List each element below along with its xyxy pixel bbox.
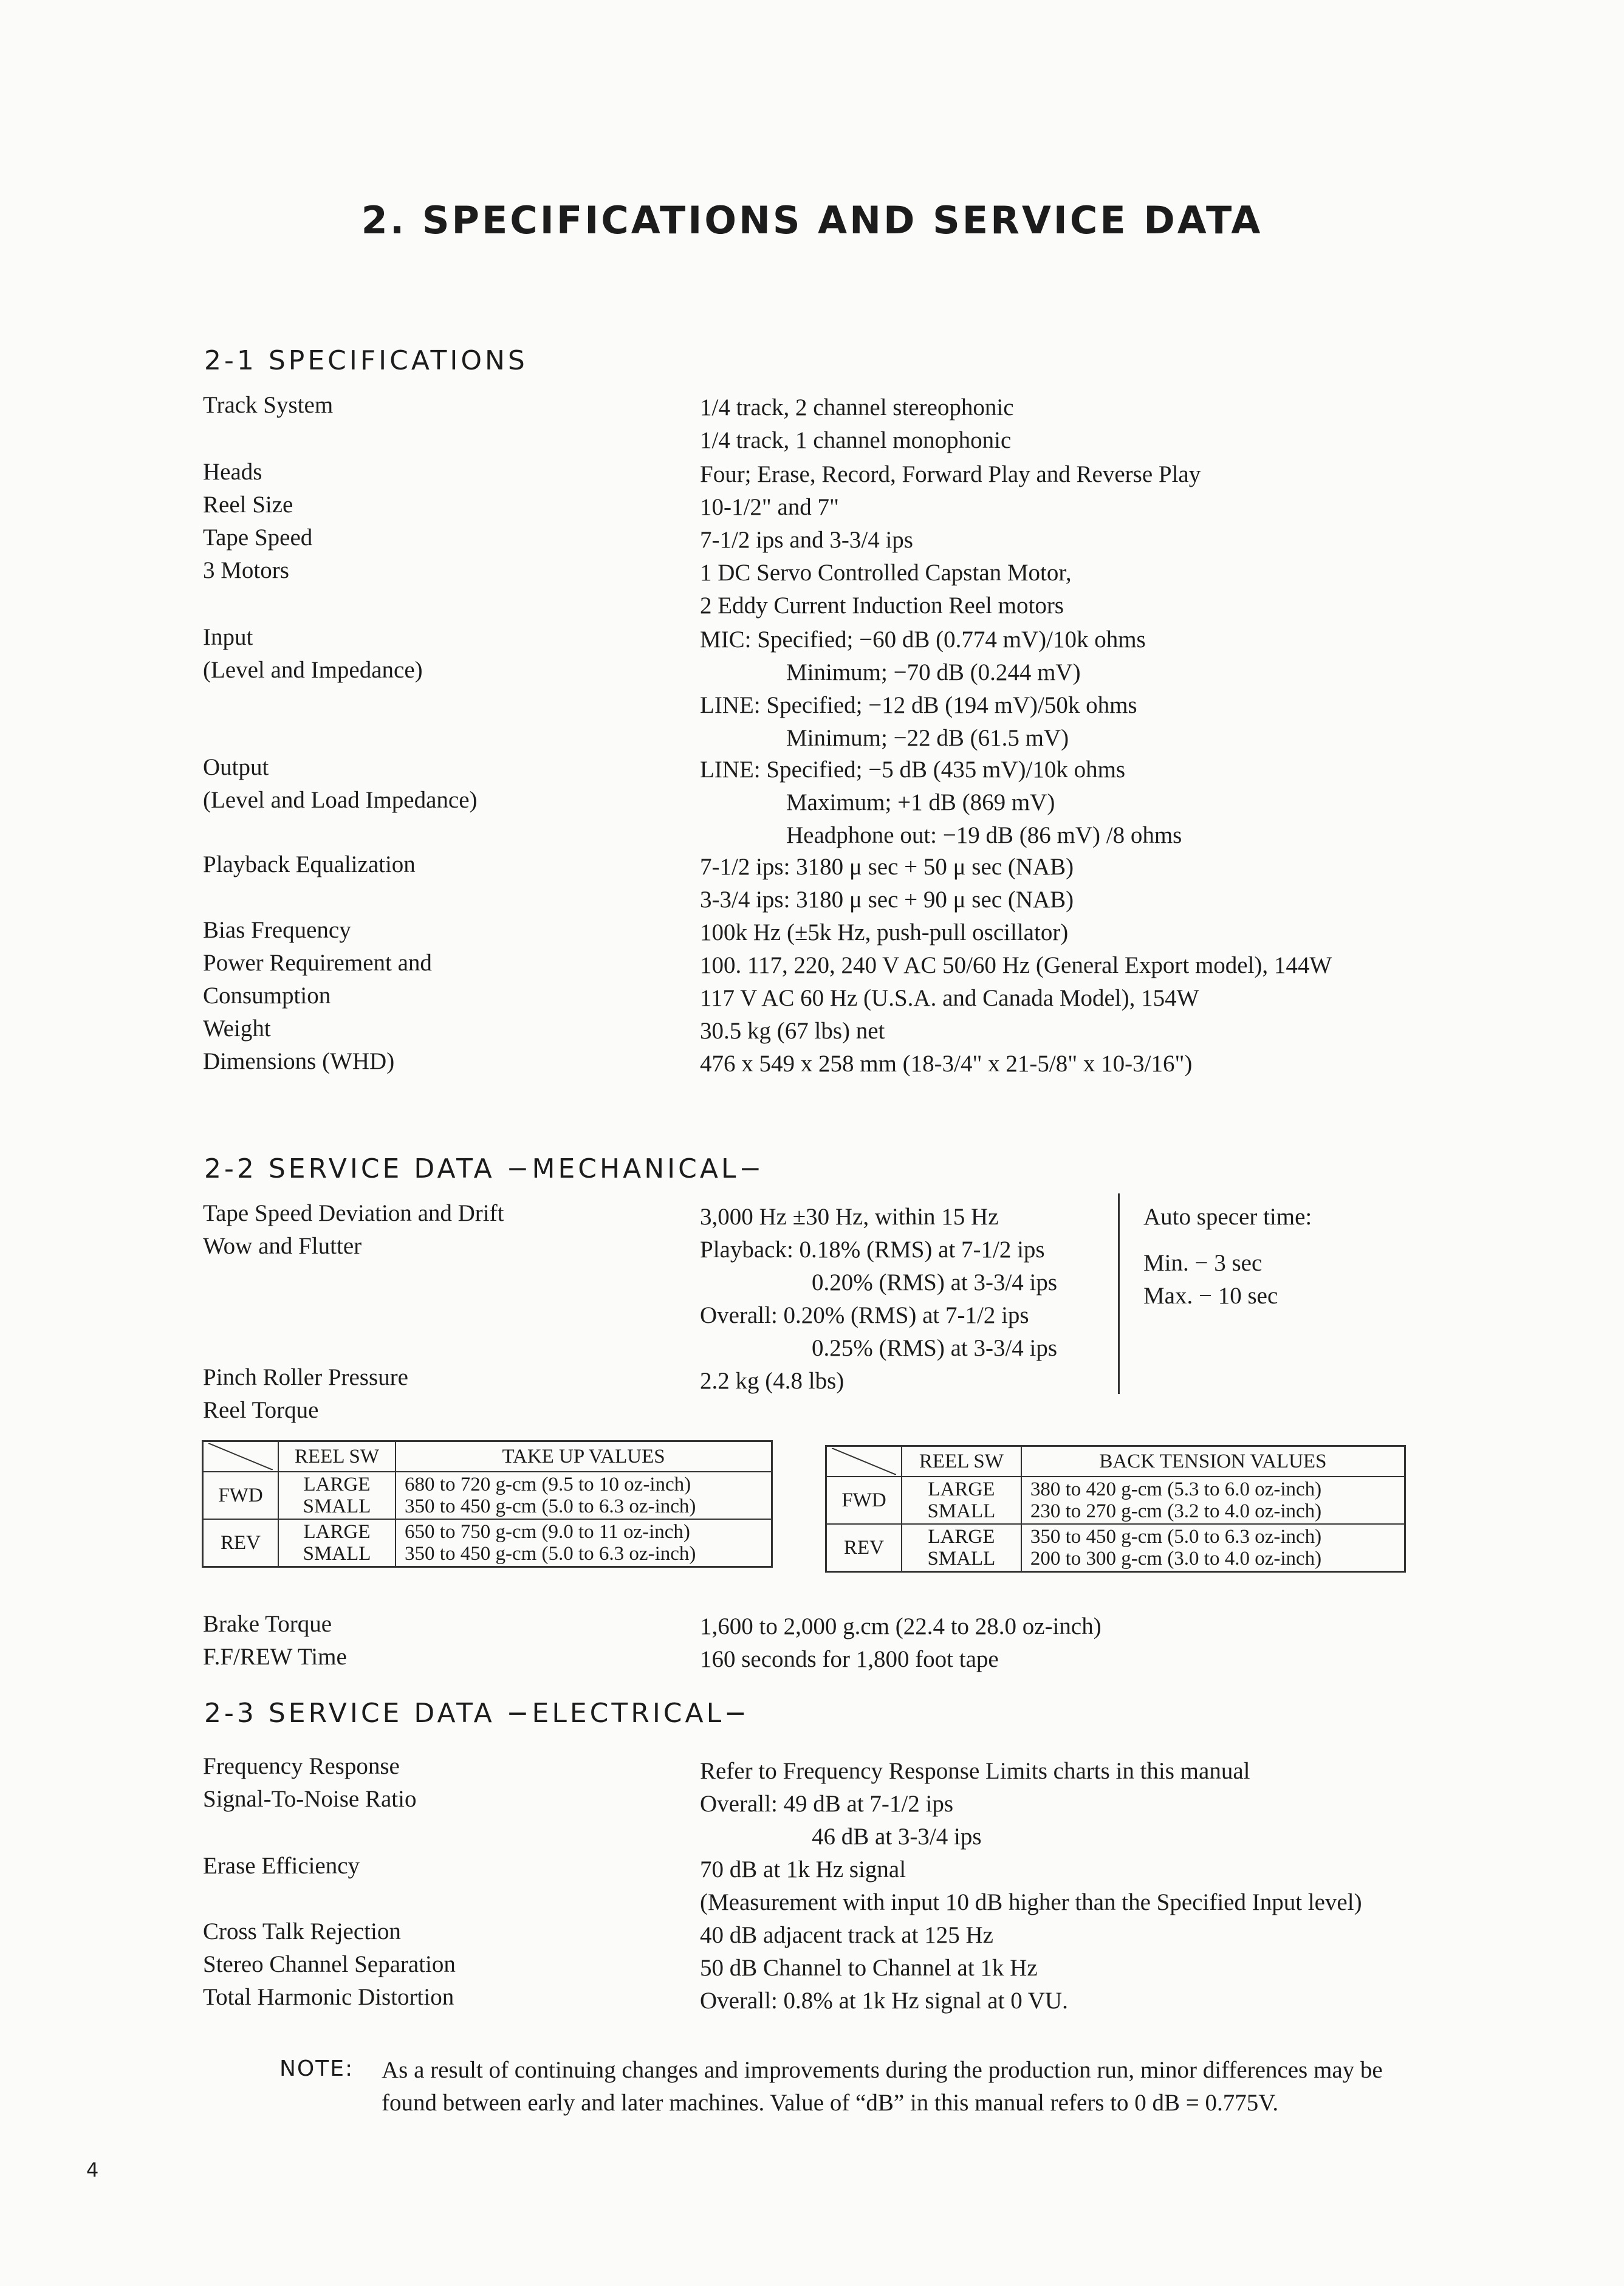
table-header-values: TAKE UP VALUES	[396, 1441, 772, 1472]
reel-sw-large: LARGE	[928, 1478, 995, 1500]
reel-sw-large: LARGE	[303, 1474, 371, 1495]
spec-label-input: Input	[203, 624, 253, 650]
spec-value-input-mic: MIC: Specified; −60 dB (0.774 mV)/10k ohms	[700, 626, 1146, 653]
elec-label-cross-talk: Cross Talk Rejection	[203, 1918, 401, 1944]
table-cell-values	[1021, 1524, 1405, 1572]
elec-label-snr: Signal-To-Noise Ratio	[203, 1786, 417, 1812]
table-cell-direction: FWD	[826, 1477, 902, 1524]
spec-value-heads: Four; Erase, Record, Forward Play and Reverse Play	[700, 461, 1201, 487]
elec-label-thd: Total Harmonic Distortion	[203, 1984, 454, 2010]
note-text: As a result of continuing changes and improvements during the production run, minor differences may be found between early and later machines. Value of “dB” in this manual refers to 0 dB = 0.775V.	[382, 2057, 1383, 2116]
table-corner-cell	[826, 1446, 902, 1477]
spec-label-output: Output	[203, 754, 269, 780]
auto-spacer-min: Min. − 3 sec	[1143, 1250, 1263, 1276]
section-heading-electrical: 2-3 SERVICE DATA −ELECTRICAL−	[204, 1698, 750, 1729]
spec-label-equalization: Playback Equalization	[203, 851, 416, 877]
value-small: 200 to 300 g-cm (3.0 to 4.0 oz-inch)	[1030, 1548, 1322, 1570]
auto-spacer-title: Auto specer time:	[1143, 1204, 1312, 1230]
elec-value-frequency-response: Refer to Frequency Response Limits charts in this manual	[700, 1758, 1250, 1784]
section-heading-specifications: 2-1 SPECIFICATIONS	[204, 345, 528, 376]
mech-value-wow-1: Playback: 0.18% (RMS) at 7-1/2 ips	[700, 1237, 1045, 1263]
spec-value-equalization-2: 3-3/4 ips: 3180 μ sec + 90 μ sec (NAB)	[700, 887, 1074, 913]
mech-label-reel-torque: Reel Torque	[203, 1397, 319, 1423]
spec-label-power-sub: Consumption	[203, 983, 331, 1009]
spec-value-input-line: LINE: Specified; −12 dB (194 mV)/50k ohms	[700, 692, 1137, 718]
mech-value-wow-2: 0.20% (RMS) at 3-3/4 ips	[812, 1269, 1058, 1296]
elec-value-cross-talk: 40 dB adjacent track at 125 Hz	[700, 1922, 993, 1948]
table-cell-direction: REV	[203, 1519, 279, 1567]
value-small: 350 to 450 g-cm (5.0 to 6.3 oz-inch)	[405, 1543, 696, 1565]
spec-label-weight: Weight	[203, 1015, 271, 1042]
section-heading-mechanical: 2-2 SERVICE DATA −MECHANICAL−	[204, 1153, 765, 1184]
value-large: 680 to 720 g-cm (9.5 to 10 oz-inch)	[405, 1474, 691, 1495]
elec-value-snr-2: 46 dB at 3-3/4 ips	[812, 1824, 982, 1850]
spec-value-motors-2: 2 Eddy Current Induction Reel motors	[700, 592, 1064, 619]
elec-value-snr-1: Overall: 49 dB at 7-1/2 ips	[700, 1791, 954, 1817]
table-cell-values	[1021, 1477, 1405, 1524]
spec-label-input-sub: (Level and Impedance)	[203, 657, 423, 683]
elec-label-stereo-separation: Stereo Channel Separation	[203, 1951, 456, 1977]
note-label: NOTE:	[279, 2056, 354, 2081]
mech-value-wow-4: 0.25% (RMS) at 3-3/4 ips	[812, 1335, 1058, 1361]
spec-label-power: Power Requirement and	[203, 950, 432, 976]
mech-label-tape-speed-deviation: Tape Speed Deviation and Drift	[203, 1200, 504, 1226]
table-cell-direction: FWD	[203, 1472, 279, 1519]
spec-value-output-max: Maximum; +1 dB (869 mV)	[786, 789, 1055, 815]
mech-label-ffrew-time: F.F/REW Time	[203, 1644, 347, 1670]
table-row	[203, 1519, 772, 1567]
value-small: 350 to 450 g-cm (5.0 to 6.3 oz-inch)	[405, 1495, 696, 1517]
table-header-row	[203, 1441, 772, 1472]
table-cell-reel-sw	[278, 1472, 396, 1519]
table-cell-reel-sw	[278, 1519, 396, 1567]
spec-label-dimensions: Dimensions (WHD)	[203, 1048, 395, 1074]
mech-label-pinch-roller: Pinch Roller Pressure	[203, 1364, 408, 1390]
mech-label-brake-torque: Brake Torque	[203, 1611, 332, 1637]
spec-value-dimensions: 476 x 549 x 258 mm (18-3/4" x 21-5/8" x 10-3/16")	[700, 1051, 1193, 1077]
table-cell-values	[396, 1472, 772, 1519]
mech-value-tape-speed-deviation: 3,000 Hz ±30 Hz, within 15 Hz	[700, 1204, 999, 1230]
table-cell-direction: REV	[826, 1524, 902, 1572]
spec-value-output-headphone: Headphone out: −19 dB (86 mV) /8 ohms	[786, 822, 1182, 848]
spec-value-weight: 30.5 kg (67 lbs) net	[700, 1018, 885, 1044]
spec-value-track-system-2: 1/4 track, 1 channel monophonic	[700, 427, 1012, 453]
elec-value-stereo-separation: 50 dB Channel to Channel at 1k Hz	[700, 1955, 1038, 1981]
spec-value-tape-speed: 7-1/2 ips and 3-3/4 ips	[700, 527, 913, 553]
spec-value-output-line: LINE: Specified; −5 dB (435 mV)/10k ohms	[700, 757, 1126, 783]
spec-value-bias: 100k Hz (±5k Hz, push-pull oscillator)	[700, 919, 1069, 946]
reel-sw-large: LARGE	[928, 1526, 995, 1548]
spec-label-tape-speed: Tape Speed	[203, 524, 313, 551]
spec-label-bias: Bias Frequency	[203, 917, 351, 943]
table-cell-values	[396, 1519, 772, 1567]
elec-value-erase-efficiency-1: 70 dB at 1k Hz signal	[700, 1856, 906, 1883]
auto-spacer-divider	[1118, 1193, 1120, 1394]
table-cell-reel-sw	[902, 1524, 1021, 1572]
spec-value-power-2: 117 V AC 60 Hz (U.S.A. and Canada Model), 154W	[700, 985, 1199, 1011]
mech-value-wow-3: Overall: 0.20% (RMS) at 7-1/2 ips	[700, 1302, 1029, 1328]
spec-value-motors-1: 1 DC Servo Controlled Capstan Motor,	[700, 560, 1072, 586]
value-small: 230 to 270 g-cm (3.2 to 4.0 oz-inch)	[1030, 1500, 1322, 1522]
spec-value-track-system-1: 1/4 track, 2 channel stereophonic	[700, 394, 1014, 420]
reel-sw-small: SMALL	[303, 1543, 371, 1565]
value-large: 380 to 420 g-cm (5.3 to 6.0 oz-inch)	[1030, 1478, 1322, 1500]
reel-sw-large: LARGE	[303, 1521, 371, 1543]
back-tension-values-table	[825, 1445, 1406, 1573]
table-corner-cell	[203, 1441, 279, 1472]
table-row	[826, 1524, 1405, 1572]
table-row	[203, 1472, 772, 1519]
spec-value-reel-size: 10-1/2" and 7"	[700, 494, 839, 520]
mech-label-wow-flutter: Wow and Flutter	[203, 1233, 362, 1259]
reel-sw-small: SMALL	[927, 1548, 996, 1570]
page-number: 4	[86, 2158, 99, 2181]
mech-value-pinch-roller: 2.2 kg (4.8 lbs)	[700, 1368, 845, 1394]
mech-value-brake-torque: 1,600 to 2,000 g.cm (22.4 to 28.0 oz-inch)	[700, 1613, 1102, 1639]
diagonal-line-icon	[832, 1448, 896, 1475]
spec-label-reel-size: Reel Size	[203, 492, 293, 518]
table-header-values: BACK TENSION VALUES	[1021, 1446, 1405, 1477]
elec-value-erase-efficiency-2: (Measurement with input 10 dB higher than the Specified Input level)	[700, 1889, 1362, 1915]
diagonal-line-icon	[208, 1443, 273, 1470]
spec-value-input-line-min: Minimum; −22 dB (61.5 mV)	[786, 725, 1069, 751]
spec-label-track-system: Track System	[203, 392, 334, 418]
elec-label-frequency-response: Frequency Response	[203, 1753, 400, 1779]
reel-sw-small: SMALL	[303, 1495, 371, 1517]
spec-label-motors: 3 Motors	[203, 557, 289, 583]
elec-value-thd: Overall: 0.8% at 1k Hz signal at 0 VU.	[700, 1988, 1068, 2014]
elec-label-erase-efficiency: Erase Efficiency	[203, 1853, 360, 1879]
spec-label-heads: Heads	[203, 459, 262, 485]
spec-value-power-1: 100. 117, 220, 240 V AC 50/60 Hz (General Export model), 144W	[700, 952, 1332, 978]
table-cell-reel-sw	[902, 1477, 1021, 1524]
auto-spacer-max: Max. − 10 sec	[1143, 1283, 1278, 1309]
table-header-row	[826, 1446, 1405, 1477]
table-header-reel-sw: REEL SW	[902, 1446, 1021, 1477]
value-large: 350 to 450 g-cm (5.0 to 6.3 oz-inch)	[1030, 1526, 1322, 1548]
spec-value-input-mic-min: Minimum; −70 dB (0.244 mV)	[786, 659, 1081, 685]
value-large: 650 to 750 g-cm (9.0 to 11 oz-inch)	[405, 1521, 690, 1543]
table-header-reel-sw: REEL SW	[278, 1441, 396, 1472]
table-row	[826, 1477, 1405, 1524]
spec-label-output-sub: (Level and Load Impedance)	[203, 787, 478, 813]
page-title: 2. SPECIFICATIONS AND SERVICE DATA	[361, 198, 1263, 242]
take-up-values-table	[202, 1440, 773, 1568]
spec-value-equalization-1: 7-1/2 ips: 3180 μ sec + 50 μ sec (NAB)	[700, 854, 1074, 880]
reel-sw-small: SMALL	[927, 1500, 996, 1522]
mech-value-ffrew-time: 160 seconds for 1,800 foot tape	[700, 1646, 999, 1672]
